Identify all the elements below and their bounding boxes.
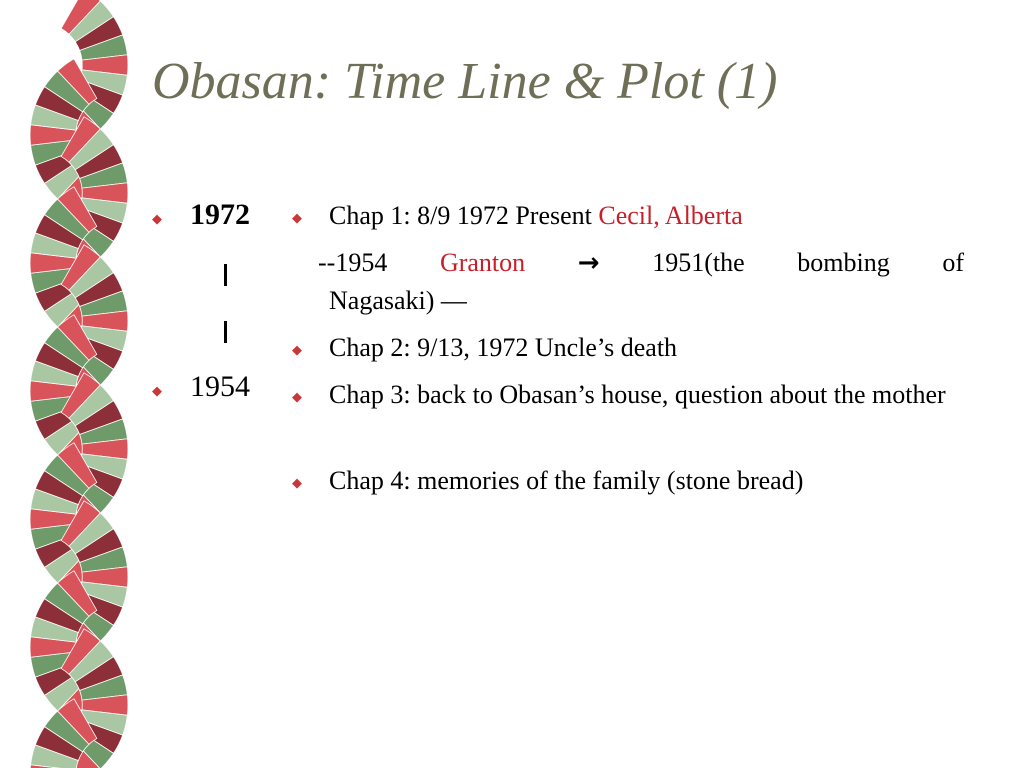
list-bullet-icon: ◆ <box>292 210 302 225</box>
continuation-line-1 <box>318 244 964 282</box>
chapter-item-2: Chap 2: 9/13, 1972 Uncle’s death <box>329 333 678 362</box>
chapter-item-text: Chap 1: 8/9 1972 Present <box>329 201 599 230</box>
list-bullet-icon: ◆ <box>292 342 302 357</box>
timeline-bullet-icon: ◆ <box>152 211 162 226</box>
timeline-bullet-icon: ◆ <box>152 383 162 398</box>
slide-title: Obasan: Time Line & Plot (1) <box>152 53 778 110</box>
chapter-item-3: Chap 3: back to Obasan’s house, question about the mother <box>329 380 946 409</box>
chapter-item-4: Chap 4: memories of the family (stone bread) <box>329 466 804 495</box>
arrow-right-icon: → <box>577 248 600 278</box>
decorative-fan-border <box>0 0 140 768</box>
continuation-rest: 1951(the bombing of <box>599 248 965 277</box>
timeline-year-end: 1954 <box>190 370 250 403</box>
list-bullet-icon: ◆ <box>292 475 302 490</box>
continuation-line-2: Nagasaki) — <box>329 286 467 315</box>
list-bullet-icon: ◆ <box>292 389 302 404</box>
location-highlight: Cecil, Alberta <box>598 201 743 230</box>
chapter-item-1 <box>329 197 964 235</box>
timeline-divider <box>224 321 227 343</box>
timeline-divider <box>224 264 227 286</box>
chapter-item-1-continuation <box>318 244 964 320</box>
location-highlight: Granton <box>439 248 526 277</box>
continuation-prefix: --1954 <box>318 248 440 277</box>
timeline-year-start: 1972 <box>190 198 250 231</box>
